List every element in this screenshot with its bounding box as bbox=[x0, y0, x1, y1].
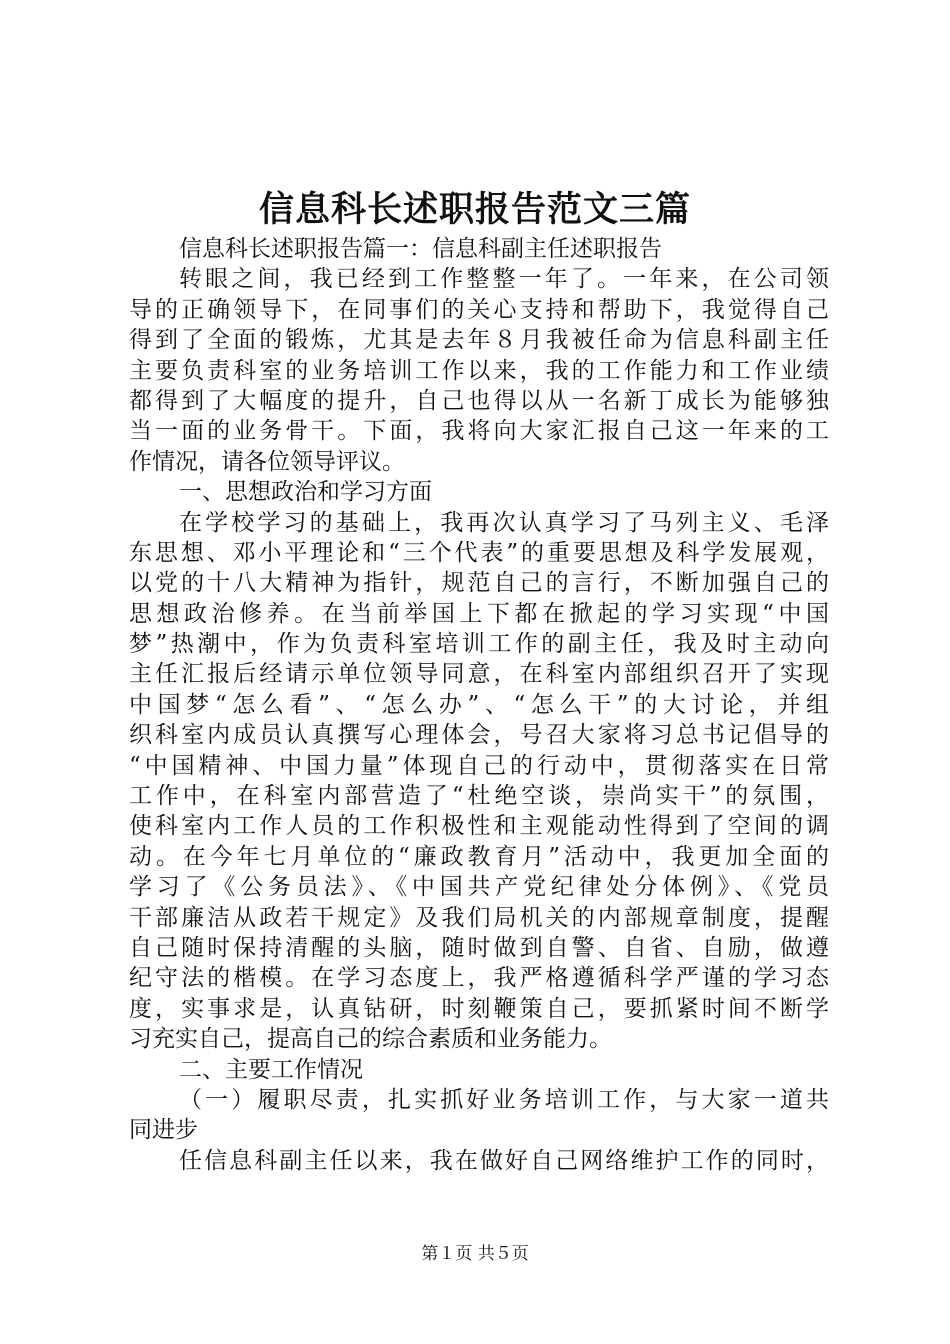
text-line: 梦”热潮中，作为负责科室培训工作的副主任，我及时主动向 bbox=[129, 631, 829, 658]
text-line: 信息科长述职报告篇一：信息科副主任述职报告 bbox=[179, 236, 662, 262]
text-line: 学习了《公务员法》、《中国共产党纪律处分体例》、《党员 bbox=[129, 874, 829, 901]
text-line: 干部廉洁从政若干规定》及我们局机关的内部规章制度，提醒 bbox=[129, 904, 829, 931]
text-line: 导的正确领导下，在同事们的关心支持和帮助下，我觉得自己 bbox=[129, 296, 829, 323]
text-line: 织科室内成员认真撰写心理体会，号召大家将习总书记倡导的 bbox=[129, 722, 829, 749]
document-title: 信息科长述职报告范文三篇 bbox=[258, 189, 691, 230]
text-line: 同进步 bbox=[129, 1117, 198, 1144]
text-line: 当一面的业务骨干。下面，我将向大家汇报自己这一年来的工 bbox=[129, 418, 829, 445]
text-line: 动。在今年七月单位的“廉政教育月”活动中，我更加全面的 bbox=[129, 843, 829, 870]
text-line: 工作中，在科室内部营造了“杜绝空谈，崇尚实干”的氛围， bbox=[129, 783, 829, 810]
text-line: 东思想、邓小平理论和“三个代表”的重要思想及科学发展观， bbox=[129, 539, 829, 566]
text-line: 思想政治修养。在当前举国上下都在掀起的学习实现“中国 bbox=[129, 600, 829, 627]
text-line: 得到了全面的锻炼，尤其是去年８月我被任命为信息科副主任 bbox=[129, 327, 829, 354]
text-line: 一、思想政治和学习方面 bbox=[179, 479, 432, 506]
text-line: 都得到了大幅度的提升，自己也得以从一名新丁成长为能够独 bbox=[129, 387, 829, 414]
text-line: 作情况，请各位领导评议。 bbox=[129, 448, 405, 475]
text-line: “中国精神、中国力量”体现自己的行动中，贯彻落实在日常 bbox=[129, 752, 829, 779]
text-line: 使科室内工作人员的工作积极性和主观能动性得到了空间的调 bbox=[129, 813, 829, 840]
text-line: 二、主要工作情况 bbox=[179, 1056, 363, 1083]
text-line: 主要负责科室的业务培训工作以来，我的工作能力和工作业绩 bbox=[129, 357, 829, 384]
document-body bbox=[129, 234, 829, 1176]
text-line: 以党的十八大精神为指针，规范自己的言行，不断加强自己的 bbox=[129, 570, 829, 597]
text-line: 主任汇报后经请示单位领导同意，在科室内部组织召开了实现 bbox=[129, 661, 829, 688]
text-line: 任信息科副主任以来，我在做好自己网络维护工作的同时， bbox=[179, 1147, 829, 1174]
text-line: 中国梦“怎么看”、“怎么办”、“怎么干”的大讨论，并组 bbox=[129, 691, 829, 718]
text-line: 度，实事求是，认真钻研，时刻鞭策自己，要抓紧时间不断学 bbox=[129, 995, 829, 1022]
text-line: （一）履职尽责，扎实抓好业务培训工作，与大家一道共 bbox=[179, 1086, 829, 1113]
text-line: 转眼之间，我已经到工作整整一年了。一年来，在公司领 bbox=[179, 266, 829, 293]
text-line: 在学校学习的基础上，我再次认真学习了马列主义、毛泽 bbox=[179, 509, 829, 536]
text-line: 纪守法的楷模。在学习态度上，我严格遵循科学严谨的学习态 bbox=[129, 965, 829, 992]
text-line: 习充实自己，提高自己的综合素质和业务能力。 bbox=[129, 1026, 612, 1053]
page-footer: 第１页 共５页 bbox=[421, 1244, 529, 1264]
text-line: 自己随时保持清醒的头脑，随时做到自警、自省、自励，做遵 bbox=[129, 934, 829, 961]
